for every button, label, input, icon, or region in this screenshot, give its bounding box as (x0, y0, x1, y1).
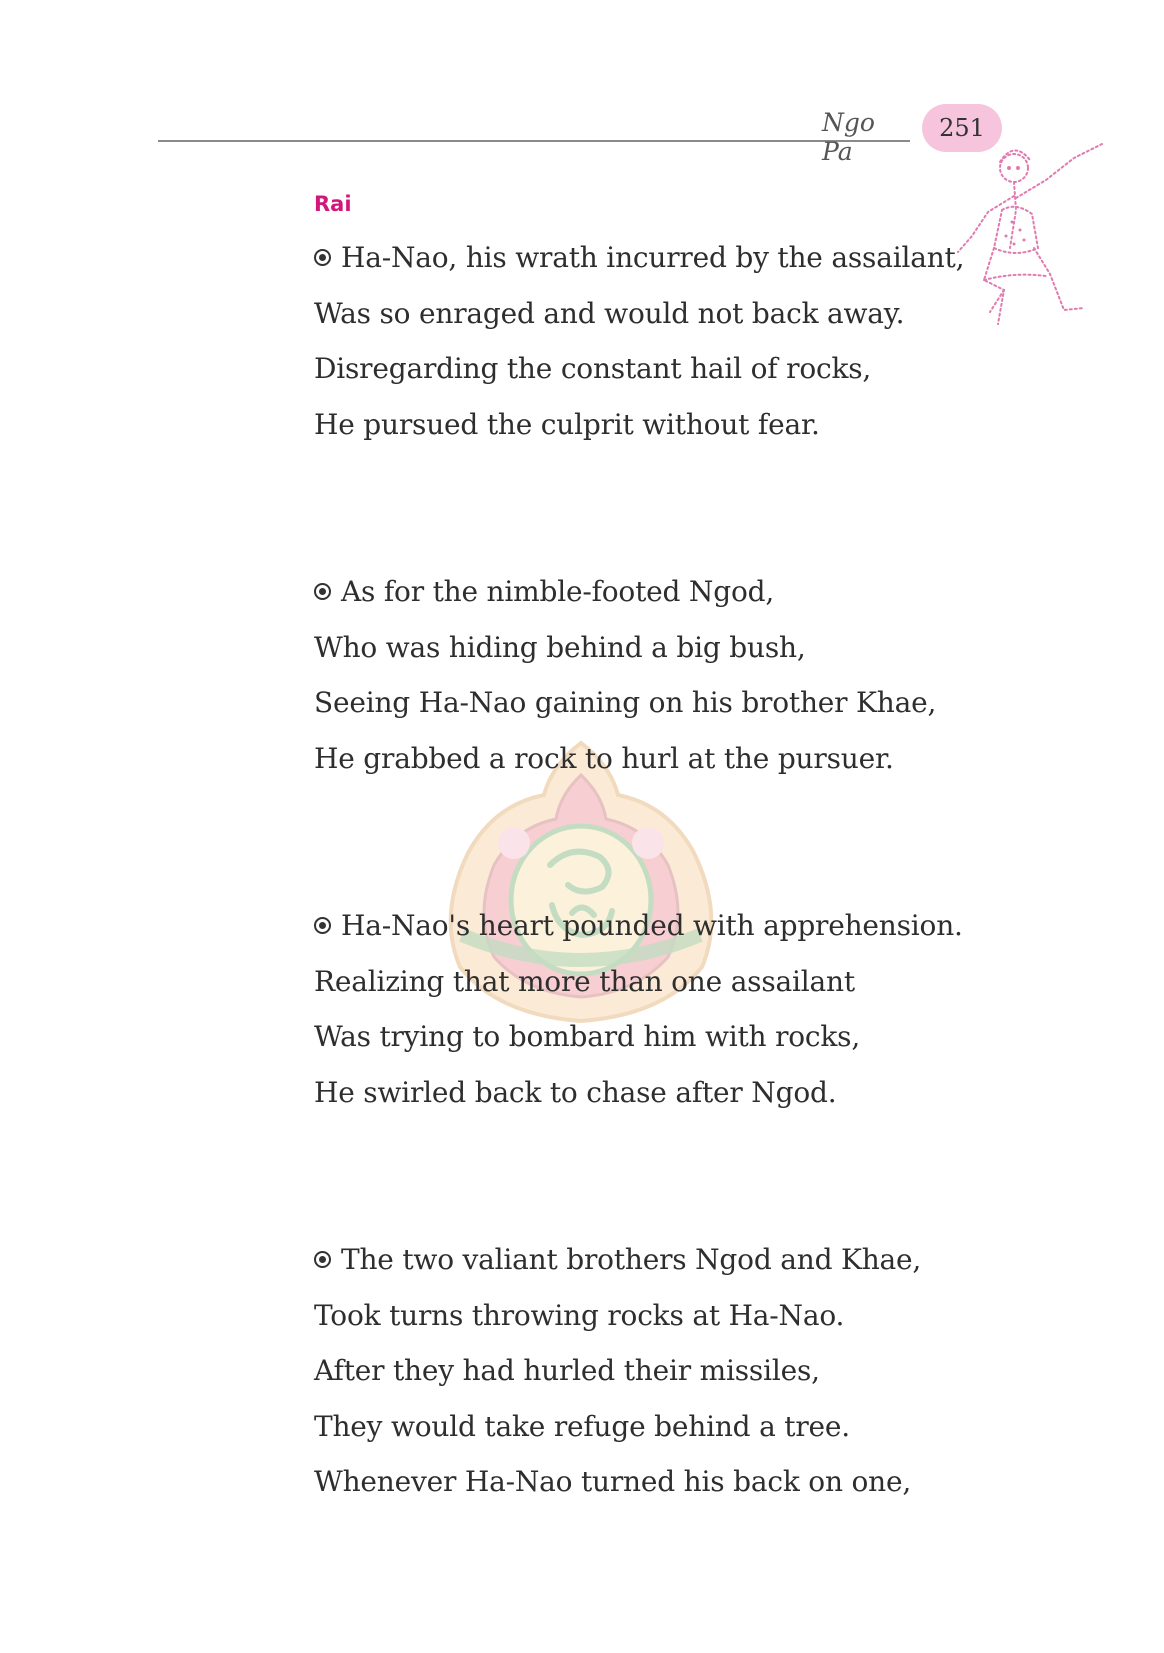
verse-line: As for the nimble-footed Ngod, (314, 564, 1014, 620)
running-title: Ngo Pa (822, 108, 875, 166)
stanza (314, 1232, 1014, 1510)
verse-line: He swirled back to chase after Ngod. (314, 1075, 837, 1109)
verse-line: He grabbed a rock to hurl at the pursuer. (314, 741, 894, 775)
verse-line: After they had hurled their missiles, (314, 1354, 820, 1387)
verse-line: They would take refuge behind a tree. (314, 1409, 850, 1443)
verse-line: The two valiant brothers Ngod and Khae, (314, 1232, 1014, 1288)
stanza (314, 564, 1014, 786)
verse-line: Disregarding the constant hail of rocks, (314, 352, 872, 385)
stanza (314, 230, 1014, 452)
verse-line: Seeing Ha-Nao gaining on his brother Khae, (314, 686, 937, 719)
section-label: Rai (314, 192, 352, 216)
bullet-icon (314, 249, 331, 266)
bullet-icon (314, 583, 331, 600)
bullet-icon (314, 917, 331, 934)
stanza (314, 898, 1014, 1120)
verse-line: Realizing that more than one assailant (314, 964, 855, 998)
verse-line: Was so enraged and would not back away. (314, 296, 905, 330)
verse-line: Took turns throwing rocks at Ha-Nao. (314, 1298, 845, 1332)
header-rule (158, 140, 910, 142)
bullet-icon (314, 1251, 331, 1268)
page-number: 251 (939, 114, 985, 142)
verse-line: Ha-Nao, his wrath incurred by the assailant, (314, 230, 1014, 286)
verse-line: He pursued the culprit without fear. (314, 407, 820, 441)
verse-line: Whenever Ha-Nao turned his back on one, (314, 1465, 912, 1498)
verse-line: Who was hiding behind a big bush, (314, 630, 806, 664)
verse-line: Was trying to bombard him with rocks, (314, 1020, 861, 1053)
verse-line: Ha-Nao's heart pounded with apprehension. (314, 898, 1014, 954)
